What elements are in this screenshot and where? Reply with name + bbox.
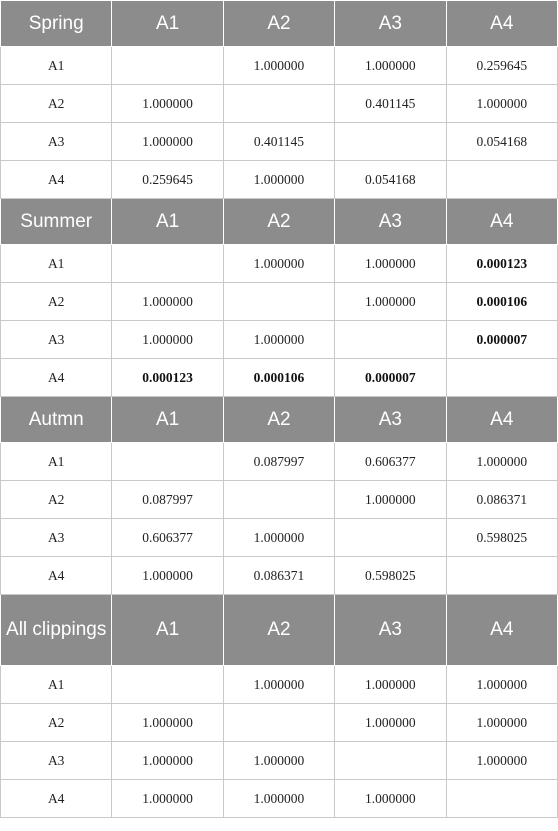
column-header: A3 (335, 199, 446, 245)
row-label: A4 (1, 161, 112, 199)
section-title: Autmn (1, 397, 112, 443)
column-header: A4 (446, 1, 557, 47)
p-value-cell: 0.086371 (223, 557, 334, 595)
table-row (1, 742, 558, 780)
section-title: Summer (1, 199, 112, 245)
p-value-cell: 0.401145 (335, 85, 446, 123)
p-value-cell (112, 443, 223, 481)
table-row (1, 283, 558, 321)
table-row (1, 704, 558, 742)
p-value-cell (223, 481, 334, 519)
p-value-cell: 1.000000 (446, 704, 557, 742)
table-row (1, 321, 558, 359)
p-value-cell: 1.000000 (446, 85, 557, 123)
p-value-cell: 1.000000 (446, 443, 557, 481)
p-value-cell (446, 161, 557, 199)
table-row (1, 666, 558, 704)
p-value-cell: 1.000000 (446, 666, 557, 704)
p-value-cell: 1.000000 (223, 780, 334, 818)
row-label: A3 (1, 519, 112, 557)
p-value-cell: 0.000123 (112, 359, 223, 397)
table-row (1, 47, 558, 85)
p-value-cell: 0.000123 (446, 245, 557, 283)
p-value-cell (446, 557, 557, 595)
row-label: A3 (1, 742, 112, 780)
p-value-cell: 0.054168 (335, 161, 446, 199)
p-value-cell (335, 123, 446, 161)
column-header: A2 (223, 595, 334, 666)
table-body (1, 1, 558, 818)
row-label: A2 (1, 704, 112, 742)
column-header: A2 (223, 397, 334, 443)
p-value-cell: 0.054168 (446, 123, 557, 161)
p-value-cell (335, 519, 446, 557)
section-title: All clippings (1, 595, 112, 666)
table-row (1, 780, 558, 818)
column-header: A3 (335, 595, 446, 666)
row-label: A3 (1, 321, 112, 359)
p-value-cell: 0.000007 (446, 321, 557, 359)
section-header-row (1, 397, 558, 443)
section-header-row (1, 199, 558, 245)
table-row (1, 443, 558, 481)
column-header: A1 (112, 1, 223, 47)
p-value-cell: 1.000000 (223, 321, 334, 359)
p-value-cell: 0.401145 (223, 123, 334, 161)
p-value-cell: 1.000000 (446, 742, 557, 780)
p-value-cell: 0.000106 (446, 283, 557, 321)
table-row (1, 359, 558, 397)
column-header: A3 (335, 397, 446, 443)
p-value-cell: 0.087997 (223, 443, 334, 481)
column-header: A2 (223, 199, 334, 245)
p-value-cell: 1.000000 (335, 780, 446, 818)
p-value-cell: 1.000000 (112, 742, 223, 780)
p-value-cell (335, 742, 446, 780)
p-value-cell: 0.598025 (335, 557, 446, 595)
section-header-row (1, 595, 558, 666)
p-value-cell: 1.000000 (223, 666, 334, 704)
column-header: A2 (223, 1, 334, 47)
p-value-cell: 1.000000 (223, 161, 334, 199)
p-value-cell: 1.000000 (112, 557, 223, 595)
p-value-cell (446, 780, 557, 818)
row-label: A4 (1, 780, 112, 818)
p-value-cell (223, 704, 334, 742)
column-header: A4 (446, 199, 557, 245)
p-value-cell: 1.000000 (112, 85, 223, 123)
p-value-cell: 0.086371 (446, 481, 557, 519)
table-row (1, 123, 558, 161)
row-label: A1 (1, 47, 112, 85)
table-row (1, 161, 558, 199)
p-value-cell (112, 245, 223, 283)
column-header: A4 (446, 397, 557, 443)
p-value-cell: 1.000000 (112, 123, 223, 161)
row-label: A4 (1, 359, 112, 397)
p-value-cell: 1.000000 (223, 519, 334, 557)
p-value-cell (223, 283, 334, 321)
row-label: A1 (1, 245, 112, 283)
p-value-cell (335, 321, 446, 359)
p-value-cell: 1.000000 (223, 245, 334, 283)
row-label: A1 (1, 443, 112, 481)
section-header-row (1, 1, 558, 47)
column-header: A1 (112, 595, 223, 666)
p-value-cell: 1.000000 (112, 704, 223, 742)
p-value-cell: 1.000000 (223, 742, 334, 780)
table-row (1, 85, 558, 123)
p-value-cell: 0.606377 (112, 519, 223, 557)
table-row (1, 557, 558, 595)
row-label: A1 (1, 666, 112, 704)
p-value-cell: 1.000000 (335, 704, 446, 742)
p-value-cell: 0.598025 (446, 519, 557, 557)
p-value-cell (112, 47, 223, 85)
column-header: A1 (112, 397, 223, 443)
p-value-cell: 1.000000 (112, 780, 223, 818)
p-value-cell: 0.000007 (335, 359, 446, 397)
row-label: A2 (1, 283, 112, 321)
p-value-cell: 1.000000 (335, 245, 446, 283)
row-label: A4 (1, 557, 112, 595)
p-value-cell: 1.000000 (112, 283, 223, 321)
p-value-cell: 1.000000 (335, 47, 446, 85)
p-value-cell: 1.000000 (335, 481, 446, 519)
p-value-cell: 1.000000 (112, 321, 223, 359)
row-label: A2 (1, 481, 112, 519)
p-value-cell: 0.087997 (112, 481, 223, 519)
p-value-cell: 0.606377 (335, 443, 446, 481)
p-value-cell (223, 85, 334, 123)
p-value-cell (112, 666, 223, 704)
p-value-cell: 1.000000 (335, 666, 446, 704)
p-value-cell: 0.259645 (446, 47, 557, 85)
row-label: A2 (1, 85, 112, 123)
table-row (1, 245, 558, 283)
column-header: A1 (112, 199, 223, 245)
section-title: Spring (1, 1, 112, 47)
row-label: A3 (1, 123, 112, 161)
p-value-cell: 1.000000 (335, 283, 446, 321)
column-header: A3 (335, 1, 446, 47)
p-value-cell: 0.259645 (112, 161, 223, 199)
p-value-cell: 0.000106 (223, 359, 334, 397)
table-row (1, 519, 558, 557)
p-value-cell (446, 359, 557, 397)
table-row (1, 481, 558, 519)
p-value-cell: 1.000000 (223, 47, 334, 85)
column-header: A4 (446, 595, 557, 666)
